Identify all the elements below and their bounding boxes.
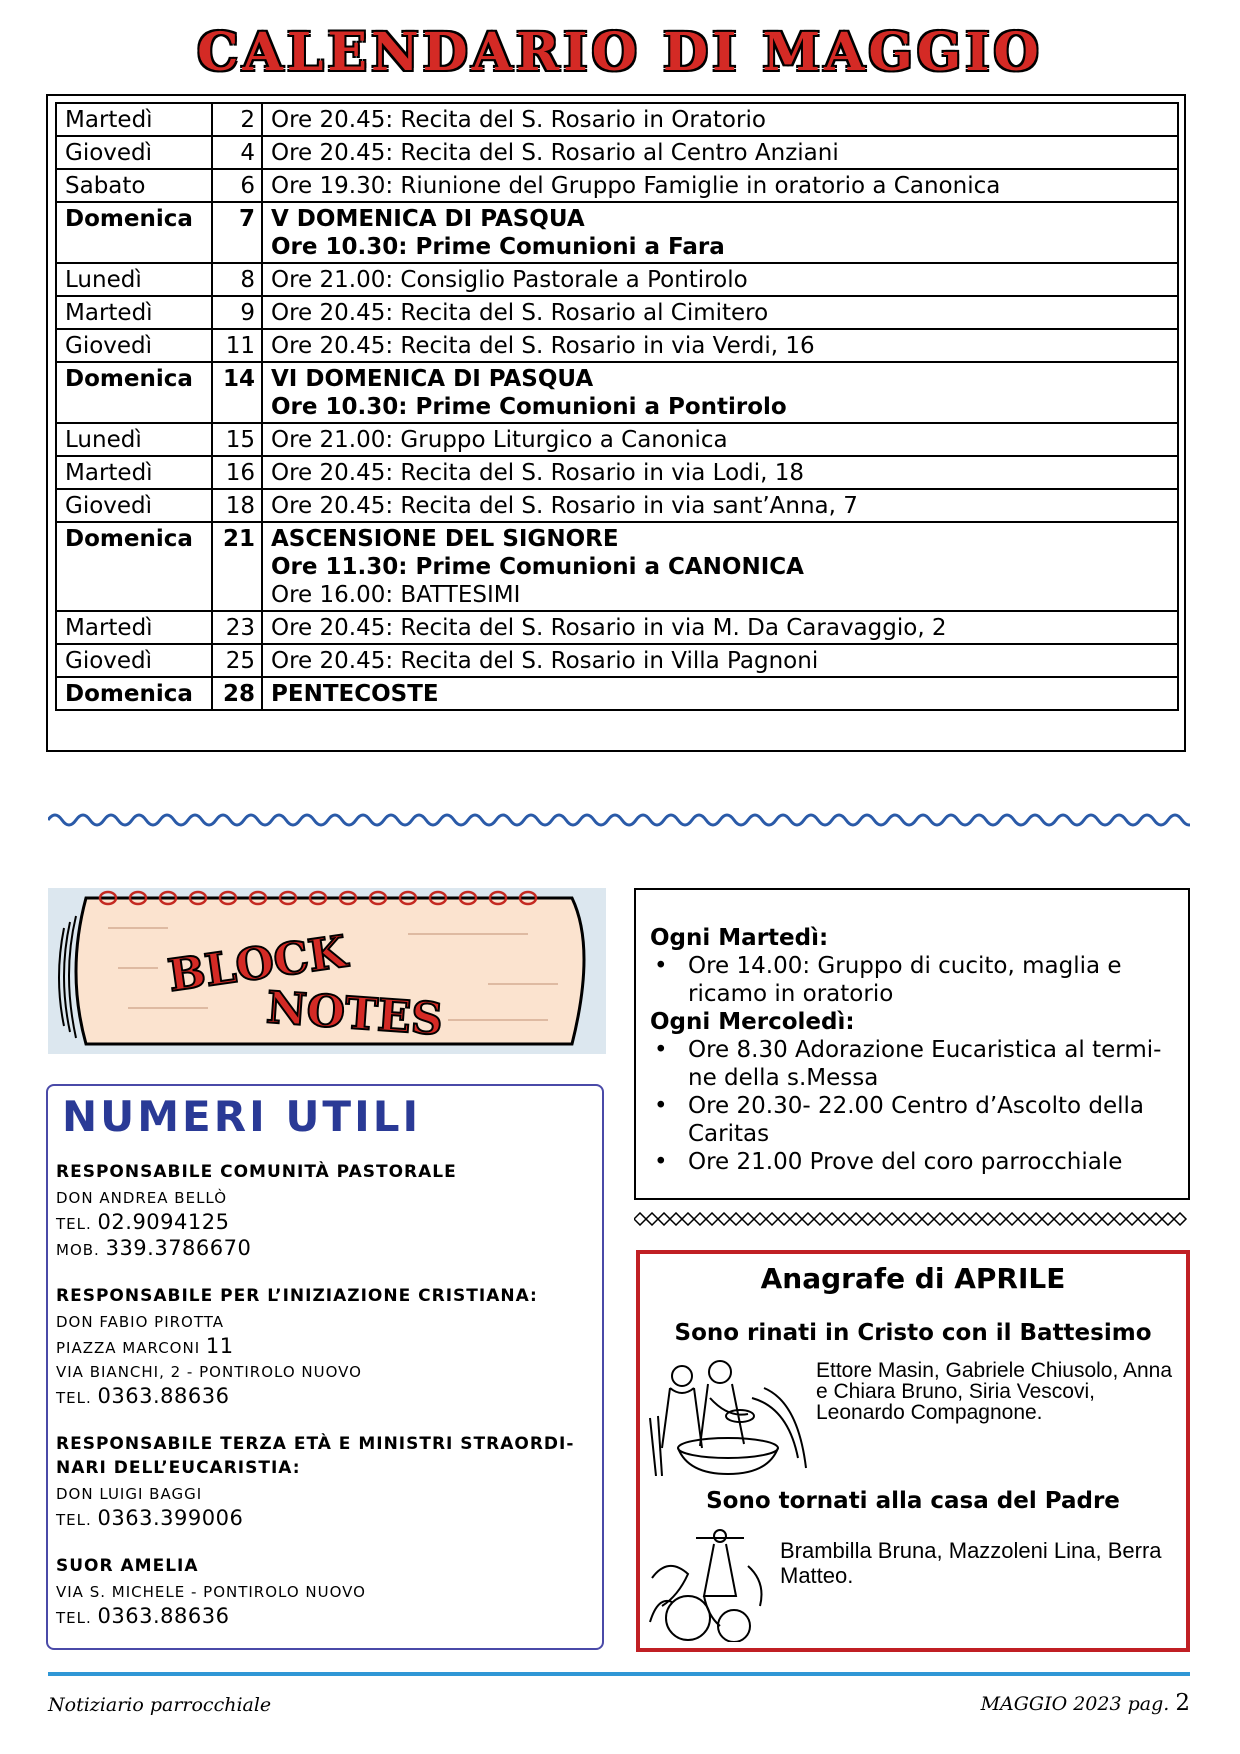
contact-label: DON LUIGI BAGGI bbox=[56, 1485, 203, 1503]
contact-line bbox=[56, 1334, 592, 1360]
contact-block bbox=[56, 1160, 592, 1262]
contact-line bbox=[56, 1236, 592, 1262]
calendar-event bbox=[262, 644, 1178, 677]
calendar-row bbox=[56, 423, 1178, 456]
registry-box bbox=[636, 1250, 1190, 1652]
contact-role: SUOR AMELIA bbox=[56, 1556, 199, 1576]
contact-role: RESPONSABILE TERZA ETÀ E MINISTRI STRAORDI-NARI DELL’EUCARISTIA: bbox=[56, 1434, 575, 1478]
calendar-event bbox=[262, 329, 1178, 362]
calendar-date: 14 bbox=[212, 362, 262, 423]
calendar-event bbox=[262, 362, 1178, 423]
tuesday-list bbox=[650, 952, 1174, 1008]
calendar-event bbox=[262, 677, 1178, 710]
calendar-day: Lunedì bbox=[56, 263, 212, 296]
calendar-date: 11 bbox=[212, 329, 262, 362]
contact-label: VIA BIANCHI, bbox=[56, 1363, 171, 1381]
calendar-day: Lunedì bbox=[56, 423, 212, 456]
contact-label: TEL. bbox=[56, 1609, 98, 1627]
block-word: BLOCK bbox=[164, 926, 350, 1002]
event-line: Ore 11.30: Prime Comunioni a CANONICA bbox=[271, 554, 804, 580]
footer-issue bbox=[981, 1690, 1190, 1716]
contact-value: 0363.88636 bbox=[97, 1604, 230, 1628]
contact-label: TEL. bbox=[56, 1215, 98, 1233]
calendar-event bbox=[262, 103, 1178, 136]
contact-label: TEL. bbox=[56, 1389, 98, 1407]
calendar-event bbox=[262, 202, 1178, 263]
baptism-illustration bbox=[648, 1358, 808, 1476]
event-line: VI DOMENICA DI PASQUA bbox=[271, 366, 594, 392]
event-line: ASCENSIONE DEL SIGNORE bbox=[271, 526, 619, 552]
contact-label: DON FABIO PIROTTA bbox=[56, 1313, 225, 1331]
contact-label: TEL. bbox=[56, 1511, 98, 1529]
useful-numbers-title: NUMERI UTILI bbox=[62, 1092, 422, 1141]
diamond-divider bbox=[634, 1212, 1190, 1226]
calendar-date: 6 bbox=[212, 169, 262, 202]
contact-line bbox=[56, 1578, 592, 1604]
resurrection-illustration bbox=[648, 1526, 772, 1642]
calendar-day: Giovedì bbox=[56, 329, 212, 362]
calendar-day: Giovedì bbox=[56, 644, 212, 677]
event-line: Ore 21.00: Consiglio Pastorale a Pontirolo bbox=[271, 267, 748, 293]
footer-issue-label: MAGGIO 2023 pag. bbox=[980, 1693, 1170, 1715]
baptism-names: Ettore Masin, Gabriele Chiusolo, Anna e Chiara Bruno, Siria Vescovi, Leonardo Compagnone. bbox=[816, 1359, 1173, 1424]
calendar-date: 9 bbox=[212, 296, 262, 329]
event-line: Ore 20.45: Recita del S. Rosario al Centro Anziani bbox=[271, 140, 839, 166]
calendar-row bbox=[56, 136, 1178, 169]
calendar-row bbox=[56, 362, 1178, 423]
contact-line bbox=[56, 1384, 592, 1410]
event-line: Ore 20.45: Recita del S. Rosario in Villa Pagnoni bbox=[271, 648, 819, 674]
calendar-date: 23 bbox=[212, 611, 262, 644]
contact-label: MOB. bbox=[56, 1241, 106, 1259]
calendar-table bbox=[55, 102, 1179, 711]
calendar-day: Sabato bbox=[56, 169, 212, 202]
calendar-date: 16 bbox=[212, 456, 262, 489]
weekly-item: • Ore 14.00: Gruppo di cucito, maglia e ricamo in oratorio bbox=[650, 952, 1174, 1008]
event-line: Ore 21.00: Gruppo Liturgico a Canonica bbox=[271, 427, 728, 453]
calendar-event bbox=[262, 169, 1178, 202]
deaths-names: Brambilla Bruna, Mazzoleni Lina, Berra Matteo. bbox=[780, 1538, 1162, 1588]
calendar-day: Martedì bbox=[56, 296, 212, 329]
calendar-row bbox=[56, 456, 1178, 489]
calendar-day: Domenica bbox=[56, 677, 212, 710]
calendar-event bbox=[262, 522, 1178, 611]
calendar-date: 15 bbox=[212, 423, 262, 456]
calendar-row bbox=[56, 103, 1178, 136]
footer-publication: Notiziario parrocchiale bbox=[48, 1694, 272, 1716]
calendar-event bbox=[262, 611, 1178, 644]
contact-value: 339.3786670 bbox=[105, 1236, 252, 1260]
calendar-day: Domenica bbox=[56, 522, 212, 611]
event-line: Ore 20.45: Recita del S. Rosario al Cimitero bbox=[271, 300, 769, 326]
contact-line bbox=[56, 1480, 592, 1506]
event-line: Ore 20.45: Recita del S. Rosario in Oratorio bbox=[271, 107, 766, 133]
registry-title: Anagrafe di APRILE bbox=[760, 1262, 1066, 1295]
calendar-date: 4 bbox=[212, 136, 262, 169]
calendar-date: 7 bbox=[212, 202, 262, 263]
calendar-row bbox=[56, 169, 1178, 202]
contact-value: 2 - PONTIROLO NUOVO bbox=[170, 1363, 362, 1381]
calendar-event bbox=[262, 263, 1178, 296]
calendar-row bbox=[56, 522, 1178, 611]
calendar-date: 2 bbox=[212, 103, 262, 136]
contact-label: VIA S. MICHELE - PONTIROLO NUOVO bbox=[56, 1583, 366, 1601]
page-number: 2 bbox=[1175, 1690, 1190, 1716]
calendar-day: Martedì bbox=[56, 611, 212, 644]
calendar-row bbox=[56, 202, 1178, 263]
calendar-event bbox=[262, 489, 1178, 522]
calendar-day: Giovedì bbox=[56, 489, 212, 522]
event-line: Ore 19.30: Riunione del Gruppo Famiglie in oratorio a Canonica bbox=[271, 173, 1001, 199]
contact-value: 0363.88636 bbox=[97, 1384, 230, 1408]
contact-line bbox=[56, 1360, 592, 1384]
contact-value: 11 bbox=[205, 1334, 234, 1358]
contact-line bbox=[56, 1184, 592, 1210]
weekly-item: • Ore 8.30 Adorazione Eucaristica al termi-ne della s.Messa bbox=[650, 1036, 1174, 1092]
calendar-day: Giovedì bbox=[56, 136, 212, 169]
contact-line bbox=[56, 1604, 592, 1630]
calendar-date: 25 bbox=[212, 644, 262, 677]
calendar-day: Martedì bbox=[56, 103, 212, 136]
calendar-day: Martedì bbox=[56, 456, 212, 489]
weekly-item: • Ore 20.30- 22.00 Centro d’Ascolto della Caritas bbox=[650, 1092, 1174, 1148]
footer-rule bbox=[48, 1672, 1190, 1676]
calendar-event bbox=[262, 296, 1178, 329]
event-line: Ore 20.45: Recita del S. Rosario in via M. Da Caravaggio, 2 bbox=[271, 615, 947, 641]
calendar-row bbox=[56, 263, 1178, 296]
baptism-heading: Sono rinati in Cristo con il Battesimo bbox=[674, 1320, 1152, 1346]
deaths-heading: Sono tornati alla casa del Padre bbox=[706, 1488, 1120, 1514]
contact-role: RESPONSABILE COMUNITÀ PASTORALE bbox=[56, 1162, 457, 1182]
calendar-event bbox=[262, 136, 1178, 169]
calendar-date: 21 bbox=[212, 522, 262, 611]
calendar-day: Domenica bbox=[56, 202, 212, 263]
calendar-row bbox=[56, 677, 1178, 710]
calendar-row bbox=[56, 644, 1178, 677]
wednesday-list bbox=[650, 1036, 1174, 1176]
weekly-events-box bbox=[634, 888, 1190, 1200]
calendar-event bbox=[262, 423, 1178, 456]
event-line: PENTECOSTE bbox=[271, 681, 439, 707]
contact-block bbox=[56, 1284, 592, 1410]
event-line: Ore 20.45: Recita del S. Rosario in via sant’Anna, 7 bbox=[271, 493, 858, 519]
contact-label: DON ANDREA BELLÒ bbox=[56, 1189, 228, 1207]
event-line: Ore 16.00: BATTESIMI bbox=[271, 582, 521, 608]
contact-line bbox=[56, 1506, 592, 1532]
wave-divider bbox=[48, 808, 1190, 832]
contact-value: 02.9094125 bbox=[97, 1210, 230, 1234]
event-line: Ore 20.45: Recita del S. Rosario in via Lodi, 18 bbox=[271, 460, 805, 486]
block-notes-banner bbox=[48, 888, 606, 1054]
calendar-date: 18 bbox=[212, 489, 262, 522]
event-line: Ore 20.45: Recita del S. Rosario in via Verdi, 16 bbox=[271, 333, 815, 359]
tuesday-heading: Ogni Martedì: bbox=[650, 925, 829, 951]
contact-value: 0363.399006 bbox=[97, 1506, 244, 1530]
calendar-event bbox=[262, 456, 1178, 489]
contact-label: PIAZZA MARCONI bbox=[56, 1339, 206, 1357]
contact-role: RESPONSABILE PER L’INIZIAZIONE CRISTIANA: bbox=[56, 1286, 538, 1306]
page-title: CALENDARIO DI MAGGIO bbox=[197, 22, 1043, 83]
event-line: Ore 10.30: Prime Comunioni a Pontirolo bbox=[271, 394, 787, 420]
useful-numbers-box bbox=[46, 1084, 604, 1650]
contact-line bbox=[56, 1210, 592, 1236]
calendar-row bbox=[56, 489, 1178, 522]
calendar-row bbox=[56, 329, 1178, 362]
weekly-item: • Ore 21.00 Prove del coro parrocchiale bbox=[650, 1148, 1174, 1176]
calendar-row bbox=[56, 611, 1178, 644]
calendar-date: 8 bbox=[212, 263, 262, 296]
wednesday-heading: Ogni Mercoledì: bbox=[650, 1009, 855, 1035]
notes-word: NOTES bbox=[264, 982, 445, 1046]
calendar-date: 28 bbox=[212, 677, 262, 710]
calendar-row bbox=[56, 296, 1178, 329]
event-line: V DOMENICA DI PASQUA bbox=[271, 206, 585, 232]
contact-block bbox=[56, 1554, 592, 1630]
contact-line bbox=[56, 1308, 592, 1334]
contact-block bbox=[56, 1432, 592, 1532]
calendar-day: Domenica bbox=[56, 362, 212, 423]
event-line: Ore 10.30: Prime Comunioni a Fara bbox=[271, 234, 725, 260]
